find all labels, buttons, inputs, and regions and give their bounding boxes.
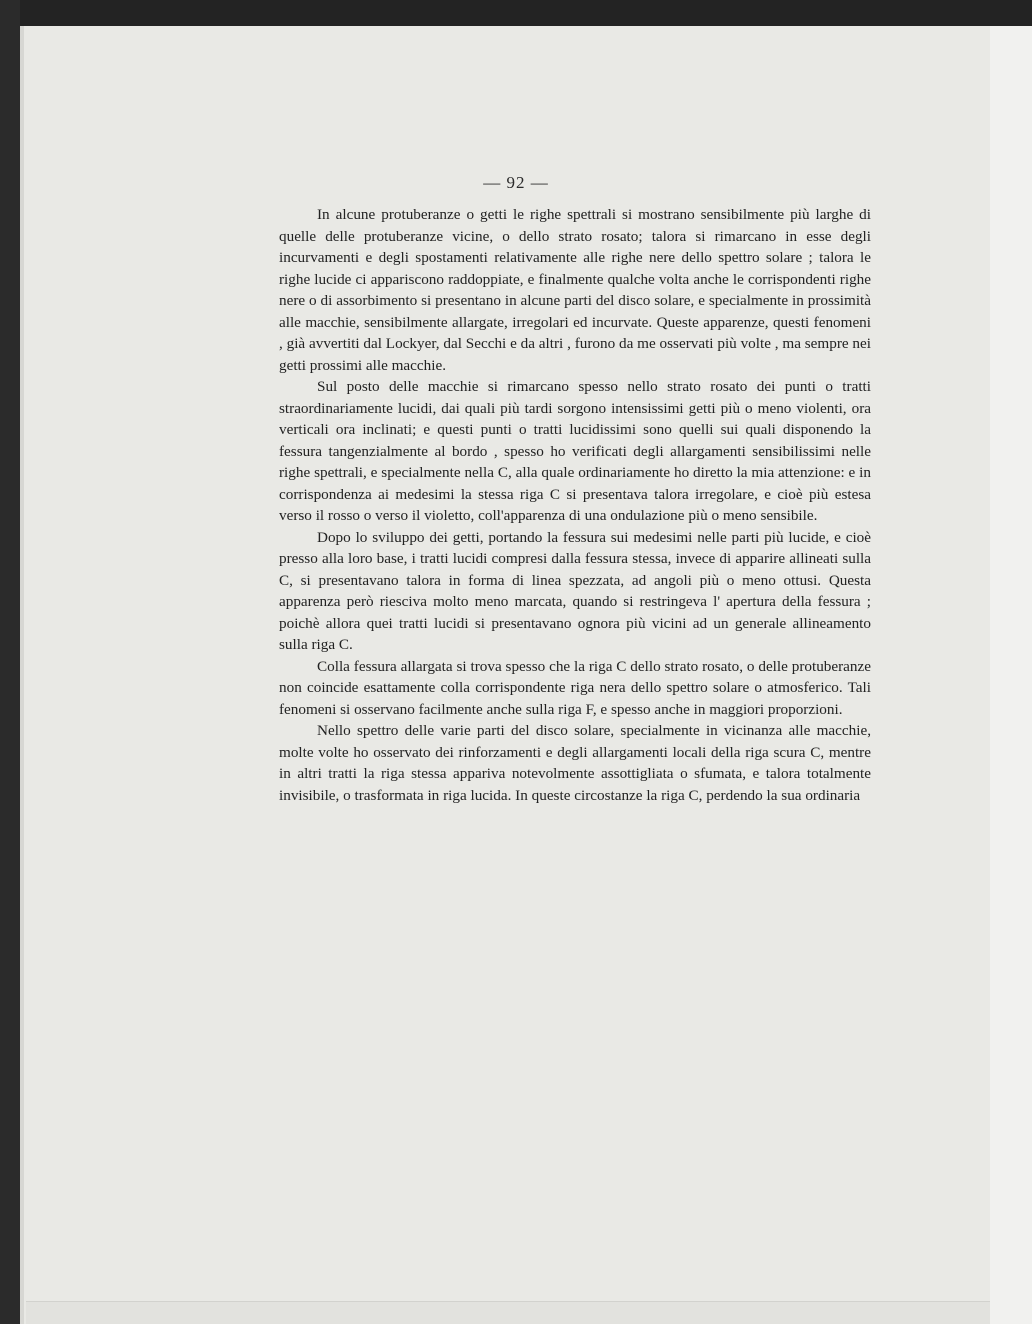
paragraph-2: Sul posto delle macchie si rimarcano spesso nello strato rosato dei punti o tratti straordinariamente lucidi, dai quali più tardi sorgono intensissimi getti più o meno violenti, ora verticali ora inclinati; e questi punti o tratti lucidissimi sono quelli sui quali disponendo la fessura tangenzialmente al bordo , spesso ho verificati degli allargamenti sensibilissimi nelle righe spettrali, e specialmente nella C, alla quale ordinariamente ho diretto la mia attenzione: e in corrispondenza ai medesimi la stessa riga C si presentava talora irregolare, e cioè più estesa verso il rosso o verso il violetto, coll'apparenza di una ondulazione più o meno sensibile. — [279, 378, 871, 524]
body-text — [279, 204, 871, 806]
paragraph-1: In alcune protuberanze o getti le righe spettrali si mostrano sensibilmente più larghe di quelle delle protuberanze vicine, o dello strato rosato; talora si rimarcano in esse degli incurvamenti e degli spostamenti relativamente alle righe nere dello spettro solare ; talora le righe lucide ci appariscono raddoppiate, e finalmente qualche volta anche le corrispondenti righe nere o di assorbimento si presentano in alcune parti del disco solare, e specialmente in prossimità alle macchie, sensibilmente allargate, irregolari ed incurvate. Queste apparenze, questi fenomeni , già avvertiti dal Lockyer, dal Secchi e da altri , furono da me osservati più volte , ma sempre nei getti prossimi alle macchie. — [279, 206, 871, 374]
page-number: — 92 — — [483, 173, 549, 192]
paragraph-4: Colla fessura allargata si trova spesso che la riga C dello strato rosato, o delle protuberanze non coincide esattamente colla corrispondente riga nera dello spettro solare o atmosferico. Tali fenomeni si osservano facilmente anche sulla riga F, e spesso anche in maggiori proporzioni. — [279, 657, 871, 718]
page-edge-bottom — [26, 1301, 990, 1324]
paragraph-3: Dopo lo sviluppo dei getti, portando la fessura sui medesimi nelle parti più lucide, e cioè presso alla loro base, i tratti lucidi compresi dalla fessura stessa, invece di apparire allineati sulla C, si presentavano talora in forma di linea spezzata, ad angoli più o meno ottusi. Questa apparenza però riesciva molto meno marcata, quando si restringeva l' apertura della fessura ; poichè allora quei tratti lucidi si presentavano ognora più vicini ad un generale allineamento sulla riga C. — [279, 528, 871, 653]
scan-top-border — [20, 0, 1032, 26]
page-edge-right — [990, 26, 1032, 1324]
paragraph-5: Nello spettro delle varie parti del disco solare, specialmente in vicinanza alle macchie, molte volte ho osservato dei rinforzamenti e degli allargamenti locali della riga scura C, mentre in altri tratti la riga stessa appariva notevolmente assottigliata o sfumata, e talora totalmente invisibile, o trasformata in riga lucida. In queste circostanze la riga C, perdendo la sua ordinaria — [279, 722, 871, 804]
